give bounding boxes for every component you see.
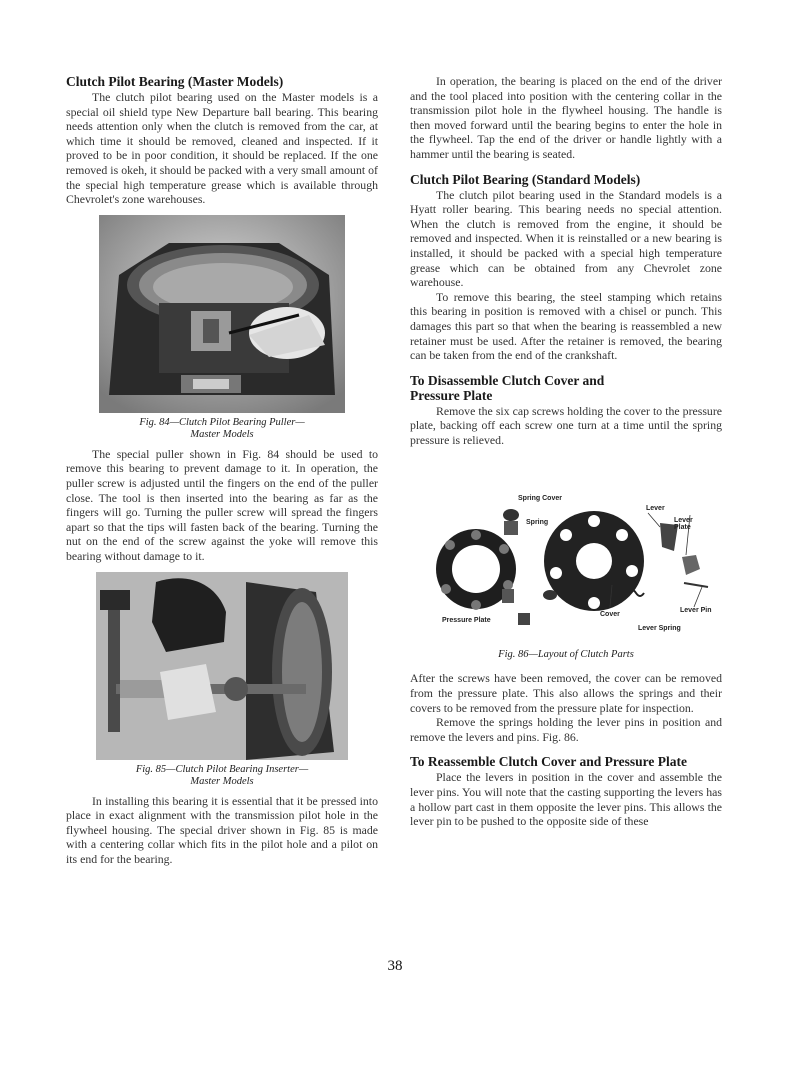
label-spring-cover: Spring Cover bbox=[518, 495, 562, 503]
figure-85-caption-line1: Fig. 85—Clutch Pilot Bearing Inserter— bbox=[135, 763, 309, 775]
paragraph-special-puller: The special puller shown in Fig. 84 should be used to remove this bearing to prevent damage to it. In operation, the puller screw is adjusted until the fingers on the end of the puller close. The tool is then inserted into the bearing as far as the fingers will go. Turning the puller screw will spread the fingers apart so that the tips will fasten back of the bearing. Turning the nut on the end of the screw against the yoke will remove this bearing without damage to it. bbox=[66, 446, 378, 563]
figure-86-layout bbox=[416, 465, 716, 635]
figure-84-caption-line2: Master Models bbox=[190, 428, 254, 440]
left-column bbox=[66, 74, 378, 866]
figure-85-caption bbox=[66, 764, 378, 788]
section-heading-disassemble bbox=[410, 373, 722, 403]
label-pressure-plate: Pressure Plate bbox=[442, 617, 491, 625]
paragraph-after-screws-removed: After the screws have been removed, the cover can be removed from the pressure plate. This also allows the springs and their covers to be removed from the pressure plate for inspection. bbox=[410, 671, 722, 715]
clutch-parts-layout-illustration bbox=[416, 465, 716, 635]
label-lever-spring: Lever Spring bbox=[638, 625, 681, 633]
figure-84-caption-line1: Fig. 84—Clutch Pilot Bearing Puller— bbox=[139, 416, 305, 428]
section-heading-disassemble-line1: To Disassemble Clutch Cover and bbox=[410, 372, 605, 388]
right-column bbox=[410, 74, 722, 829]
paragraph-place-levers: Place the levers in position in the cover and assemble the lever pins. You will note that the casting supporting the levers has a hollow part cast in them opposite the lever pins. This allows the lever pin to be pushed to the opposite side of these bbox=[410, 770, 722, 829]
figure-85-caption-line2: Master Models bbox=[190, 775, 254, 787]
paragraph-remove-springs: Remove the springs holding the lever pins in position and remove the levers and pins. Fig. 86. bbox=[410, 715, 722, 744]
section-heading-disassemble-line2: Pressure Plate bbox=[410, 387, 493, 403]
figure-85-photo bbox=[96, 572, 348, 760]
paragraph-master-pilot-bearing: The clutch pilot bearing used on the Master models is a special oil shield type New Departure ball bearing. This bearing needs attention only when the clutch is removed from the car, at which time it should be removed, cleaned and inspected. If it proved to be in poor condition, it should be replaced. If the one removed is okeh, it should be packed with a very small amount of the special high temperature grease which is available through Chevrolet's zone warehouses. bbox=[66, 90, 378, 207]
section-heading-reassemble: To Reassemble Clutch Cover and Pressure Plate bbox=[410, 754, 687, 770]
figure-84-photo bbox=[99, 215, 345, 413]
figure-86-caption: Fig. 86—Layout of Clutch Parts bbox=[498, 649, 634, 661]
label-spring: Spring bbox=[526, 519, 549, 527]
section-heading-standard-pilot-bearing: Clutch Pilot Bearing (Standard Models) bbox=[410, 171, 641, 187]
clutch-pilot-bearing-puller-photo bbox=[99, 215, 345, 413]
paragraph-remove-cap-screws: Remove the six cap screws holding the cover to the pressure plate, backing off each screw one turn at a time until the spring pressure is relieved. bbox=[410, 403, 722, 447]
paragraph-operation: In operation, the bearing is placed on the end of the driver and the tool placed into position with the centering collar in the transmission pilot hole in the flywheel housing. The handle is then moved forward until the bearing begins to enter the hole in the flywheel. Tap the end of the driver or handle lightly with a hammer until the bearing is seated. bbox=[410, 74, 722, 161]
label-cover: Cover bbox=[600, 611, 620, 619]
label-lever: Lever bbox=[646, 505, 665, 513]
paragraph-installing-bearing: In installing this bearing it is essential that it be pressed into place in exact alignment with the transmission pilot hole in the flywheel housing. The special driver shown in Fig. 85 is made with a centering collar which fits in the pilot hole and a pilot on its end for the bearing. bbox=[66, 793, 378, 866]
paragraph-standard-pilot-bearing: The clutch pilot bearing used in the Standard models is a Hyatt roller bearing. This bearing needs no special attention. When the clutch is removed from the engine, it should be removed and inspected. When it is reinstalled or a new bearing is installed, it should be packed with a special high temperature grease which can be obtained from any Chevrolet zone warehouse. bbox=[410, 187, 722, 290]
label-lever-pin: Lever Pin bbox=[680, 607, 712, 615]
clutch-pilot-bearing-inserter-photo bbox=[96, 572, 348, 760]
section-heading-master-pilot-bearing: Clutch Pilot Bearing (Master Models) bbox=[66, 74, 284, 89]
page-number: 38 bbox=[387, 958, 403, 974]
label-lever-plate: Lever Plate bbox=[674, 517, 693, 532]
figure-84-caption bbox=[66, 417, 378, 441]
paragraph-remove-bearing: To remove this bearing, the steel stamping which retains this bearing in position is removed with a chisel or punch. This damages this part so that when the bearing is reassembled a new retainer must be used. After the retainer is removed, the bearing can be taken from the end of the crankshaft. bbox=[410, 289, 722, 363]
